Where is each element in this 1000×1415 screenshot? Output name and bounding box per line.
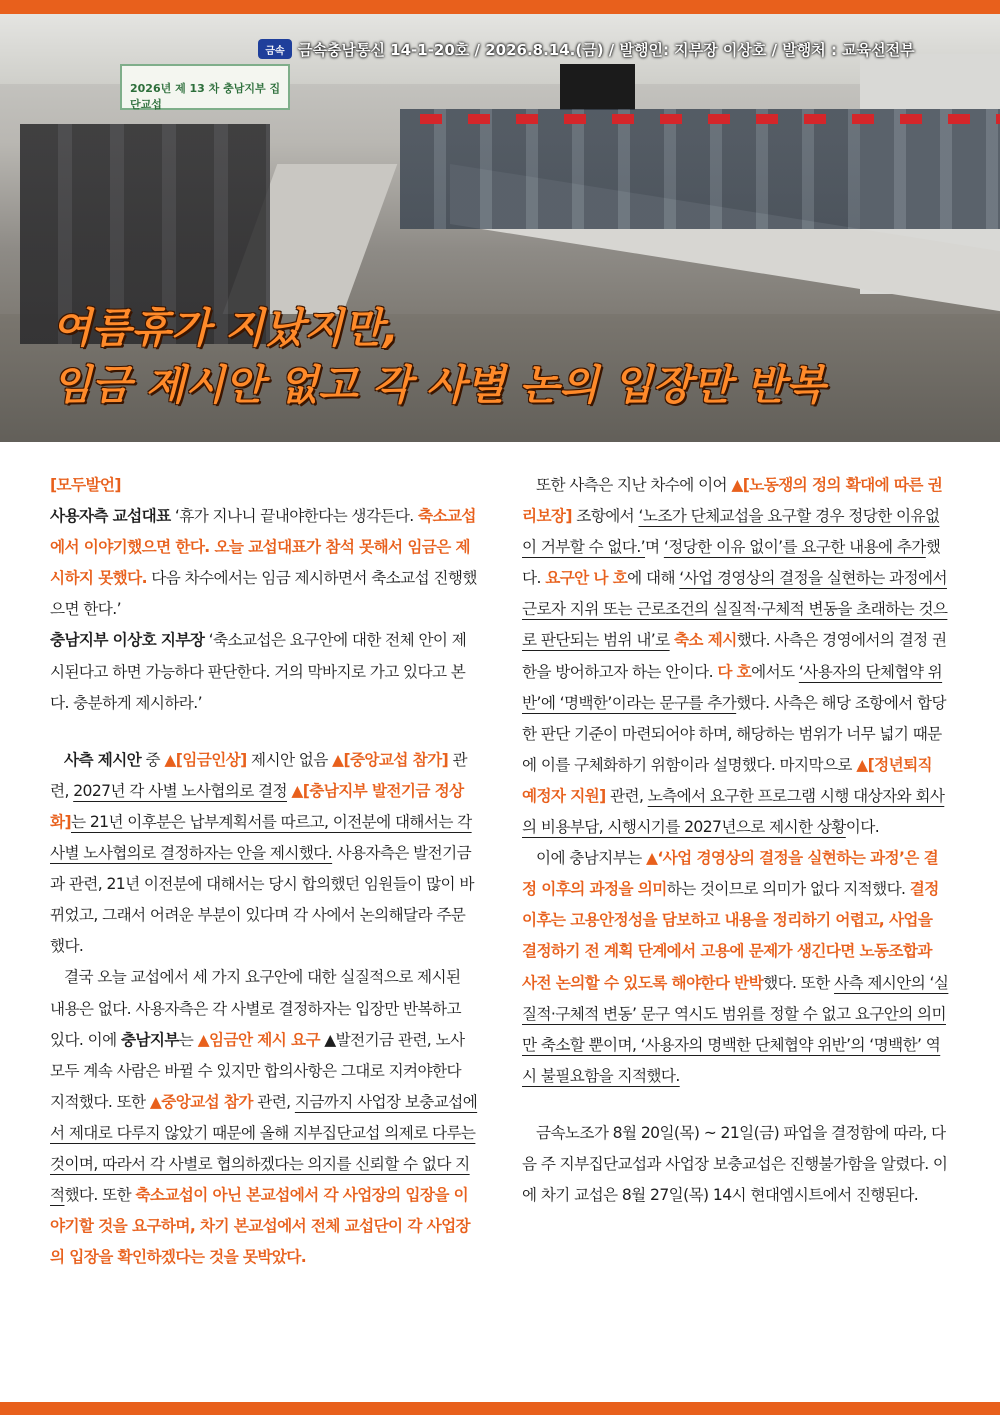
highlight: 다 호 xyxy=(717,662,752,681)
paragraph-employer-proposal: 사측 제시안 중 ▲[임금인상] 제시안 없음 ▲[중앙교섭 참가] 관련, 2027년 각 사별 노사협의로 결정 ▲[충남지부 발전기금 정상화]는 21년 이후분은 납부계획서를 따르고, 이전분에 대해서는 각 사별 노사협의로 결정하자는 안을 제시했다. 사용자측은 발전기금과 관련, 21년 이전분에 대해서는 당시 합의했던 임원들이 많이 바뀌었고, 그래서 어려운 부분이 있다며 각 사에서 논의해달라 주문했다. xyxy=(50,750,474,956)
union-logo-icon: 금속 xyxy=(258,39,292,59)
paragraph-branch-rebuttal: 이에 충남지부는 ▲‘사업 경영상의 결정을 실현하는 과정’은 결정 이후의 과정을 의미하는 것이므로 의미가 없다 지적했다. 결정 이후는 고용안정성을 담보하고 내용을 정리하기 어렵고, 사업을 결정하기 전 계획 단계에서 고용에 문제가 생긴다면 노동조합과 사전 논의할 수 있도록 해야한다 반박했다. 또한 사측 제시안의 ‘실질적·구체적 변동’ 문구 역시도 범위를 정할 수 없고 요구안의 의미만 축소할 뿐이며, ‘사용자의 명백한 단체협약 위반’의 ‘명백한’ 역시 불필요함을 지적했다. xyxy=(522,849,949,1085)
photo-meeting-banner xyxy=(120,64,290,110)
highlight: 결정 이후는 고용안정성을 담보하고 내용을 정리하기 어렵고, 사업을 결정하기 전 계획 단계에서 고용에 문제가 생긴다면 노동조합과 사전 논의할 수 있도록 해야한다 반박 xyxy=(522,880,939,992)
right-column xyxy=(522,470,950,1211)
highlight: ▲임금안 제시 요구 xyxy=(197,1030,320,1049)
photo-banner-text: 2026년 제 13 차 충남지부 집단교섭 xyxy=(130,82,281,111)
paragraph-labor-dispute: 또한 사측은 지난 차수에 이어 ▲[노동쟁의 정의 확대에 따른 권리보장] 조항에서 ‘노조가 단체교섭을 요구할 경우 정당한 이유없이 거부할 수 없다.’며 ‘정당한 이유 없이’를 요구한 내용에 추가했다. 요구안 나 호에 대해 ‘사업 경영상의 결정을 실현하는 과정에서 근로자 지위 또는 근로조건의 실질적·구체적 변동을 초래하는 것으로 판단되는 범위 내’로 축소 제시했다. 사측은 경영에서의 결정 권한을 방어하고자 하는 안이다. 다 호에서도 ‘사용자의 단체협약 위반’에 ‘명백한’이라는 문구를 추가했다. 사측은 해당 조항에서 합당한 판단 기준이 마련되어야 하며, 해당하는 범위가 너무 넓기 때문에 이를 구체화하기 위함이라 설명했다. 마지막으로 ▲[정년퇴직 예정자 지원] 관련, 노측에서 요구한 프로그램 시행 대상자와 회사의 비용부담, 시행시기를 2027년으로 제시한 상황이다. xyxy=(522,476,948,837)
headline-line-1: 여름휴가 지났지만, xyxy=(52,304,399,352)
top-accent-bar xyxy=(0,0,1000,14)
paragraph-gap xyxy=(50,719,478,745)
paragraph-next-meeting: 금속노조가 8월 20일(목) ~ 21일(금) 파업을 결정함에 따라, 다음 주 지부집단교섭과 사업장 보충교섭은 진행불가함을 알렸다. 이에 차기 교섭은 8월 27일(목) 14시 현대엠시트에서 진행된다. xyxy=(522,1123,948,1205)
speaker-branch-chief: 충남지부 이상호 지부장 xyxy=(50,631,205,650)
highlight: ▲[임금인상] xyxy=(164,750,247,769)
highlight: ▲[정년퇴직 예정자 지원] xyxy=(522,755,933,805)
paragraph-employer-remark: 사용자측 교섭대표 ‘휴가 지나니 끝내야한다는 생각든다. 축소교섭에서 이야기했으면 한다. 오늘 교섭대표가 참석 못해서 임금은 제시하지 못했다. 다음 차수에서는 임금 제시하면서 축소교섭 진행했으면 한다.’ xyxy=(50,507,477,619)
masthead-text: 금속충남통신 14-1-20호 / 2026.8.14.(금) / 발행인: 지부장 이상호 / 발행처 : 교육선전부 xyxy=(298,40,915,59)
highlight: ▲[노동쟁의 정의 확대에 따른 권리보장] xyxy=(522,476,943,526)
headline-line-2: 임금 제시안 없고 각 사별 논의 입장만 반복 xyxy=(52,361,826,409)
highlight: 축소 제시 xyxy=(673,631,737,650)
highlight: ▲[중앙교섭 참가] xyxy=(332,750,449,769)
headline xyxy=(52,300,952,414)
left-column xyxy=(50,470,478,1273)
paragraph-branch-response: 결국 오늘 교섭에서 세 가지 요구안에 대한 실질적으로 제시된 내용은 없다. 사용자측은 각 사별로 결정하자는 입장만 반복하고 있다. 이에 충남지부는 ▲임금안 제시 요구 ▲발전기금 관련, 노사 모두 계속 사람은 바뀔 수 있지만 합의사항은 그대로 지켜야한다 지적했다. 또한 ▲중앙교섭 참가 관련, 지금까지 사업장 보충교섭에서 제대로 다루지 않았기 때문에 올해 지부집단교섭 의제로 다루는 것이며, 따라서 각 사별로 협의하겠다는 의지를 신뢰할 수 없다 지적했다. 또한 축소교섭이 아닌 본교섭에서 각 사업장의 입장을 이야기할 것을 요구하며, 차기 본교섭에서 전체 교섭단이 각 사업장의 입장을 확인하겠다는 것을 못박았다. xyxy=(50,968,478,1267)
photo-red-headbands xyxy=(420,114,1000,124)
masthead xyxy=(258,38,915,60)
photo-union-side xyxy=(400,109,1000,229)
highlight: ▲중앙교섭 참가 xyxy=(149,1092,253,1111)
highlight: 요구안 나 호 xyxy=(545,569,628,588)
highlight: ▲[충남지부 발전기금 정상화] xyxy=(50,781,464,831)
highlight: 축소교섭이 아닌 본교섭에서 각 사업장의 입장을 이야기할 것을 요구하며, 차기 본교섭에서 전체 교섭단이 각 사업장의 입장을 확인하겠다는 것을 못박았다. xyxy=(50,1186,471,1267)
speaker-employer: 사용자측 교섭대표 xyxy=(50,507,171,526)
section-label: [모두발언] xyxy=(50,476,121,494)
highlight: ▲‘사업 경영상의 결정을 실현하는 과정’은 결정 이후의 과정을 의미 xyxy=(522,849,939,899)
paragraph-gap xyxy=(522,1092,950,1118)
photo-monitor xyxy=(560,64,635,110)
bottom-accent-bar xyxy=(0,1402,1000,1415)
highlight: 축소교섭에서 이야기했으면 한다. 오늘 교섭대표가 참석 못해서 임금은 제시하지 못했다. xyxy=(50,507,476,588)
paragraph-branch-remark: 충남지부 이상호 지부장 ‘축소교섭은 요구안에 대한 전체 안이 제시된다고 하면 가능하다 판단한다. 거의 막바지로 가고 있다고 본다. 충분하게 제시하라.’ xyxy=(50,631,467,712)
